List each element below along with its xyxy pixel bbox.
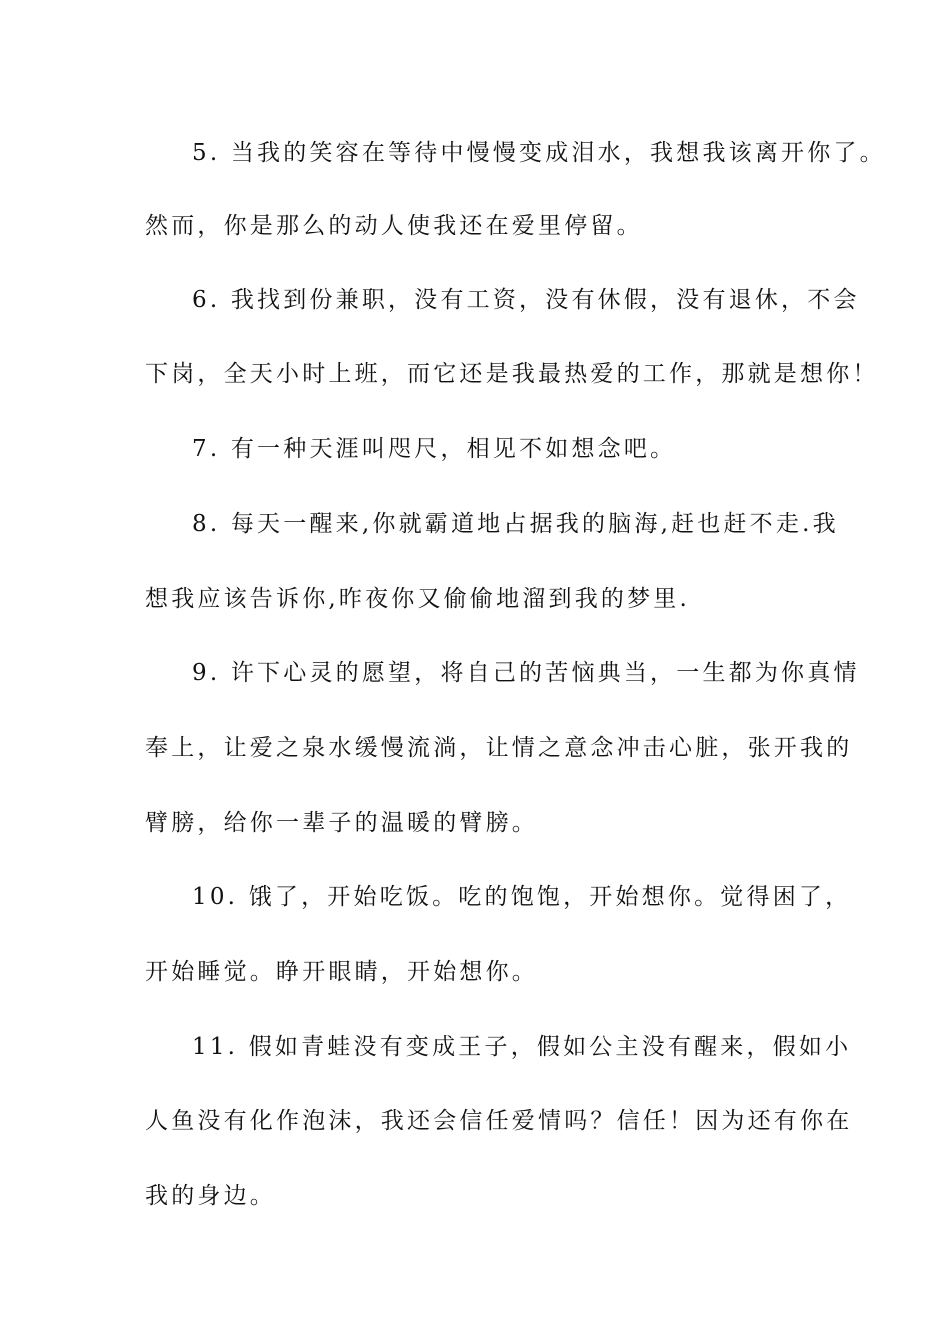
paragraph-7-line-1: 7. 有一种天涯叫咫尺，相见不如想念吧。 — [192, 436, 677, 462]
paragraph-5-line-2: 然而，你是那么的动人使我还在爱里停留。 — [145, 213, 643, 239]
paragraph-11-line-2: 人鱼没有化作泡沫，我还会信任爱情吗？信任！因为还有你在 — [145, 1108, 853, 1134]
paragraph-10-line-2: 开始睡觉。睁开眼睛，开始想你。 — [145, 959, 538, 985]
paragraph-11-line-3: 我的身边。 — [145, 1183, 276, 1209]
paragraph-9-line-3: 臂膀，给你一辈子的温暖的臂膀。 — [145, 810, 538, 836]
paragraph-10-line-1: 10. 饿了，开始吃饭。吃的饱饱，开始想你。觉得困了， — [192, 884, 852, 910]
paragraph-6-line-1: 6. 我找到份兼职，没有工资，没有休假，没有退休，不会 — [192, 287, 860, 313]
paragraph-6-line-2: 下岗，全天小时上班，而它还是我最热爱的工作，那就是想你！ — [145, 361, 879, 387]
paragraph-9-line-1: 9. 许下心灵的愿望，将自己的苦恼典当，一生都为你真情 — [192, 660, 860, 686]
paragraph-11-line-1: 11. 假如青蛙没有变成王子，假如公主没有醒来，假如小 — [192, 1034, 852, 1060]
paragraph-5-line-1: 5. 当我的笑容在等待中慢慢变成泪水，我想我该离开你了。 — [192, 140, 886, 166]
paragraph-8-line-1: 8. 每天一醒来,你就霸道地占据我的脑海,赶也赶不走.我 — [192, 511, 839, 537]
paragraph-9-line-2: 奉上，让爱之泉水缓慢流淌，让情之意念冲击心脏，张开我的 — [145, 735, 853, 761]
paragraph-8-line-2: 想我应该告诉你,昨夜你又偷偷地溜到我的梦里. — [145, 586, 691, 612]
